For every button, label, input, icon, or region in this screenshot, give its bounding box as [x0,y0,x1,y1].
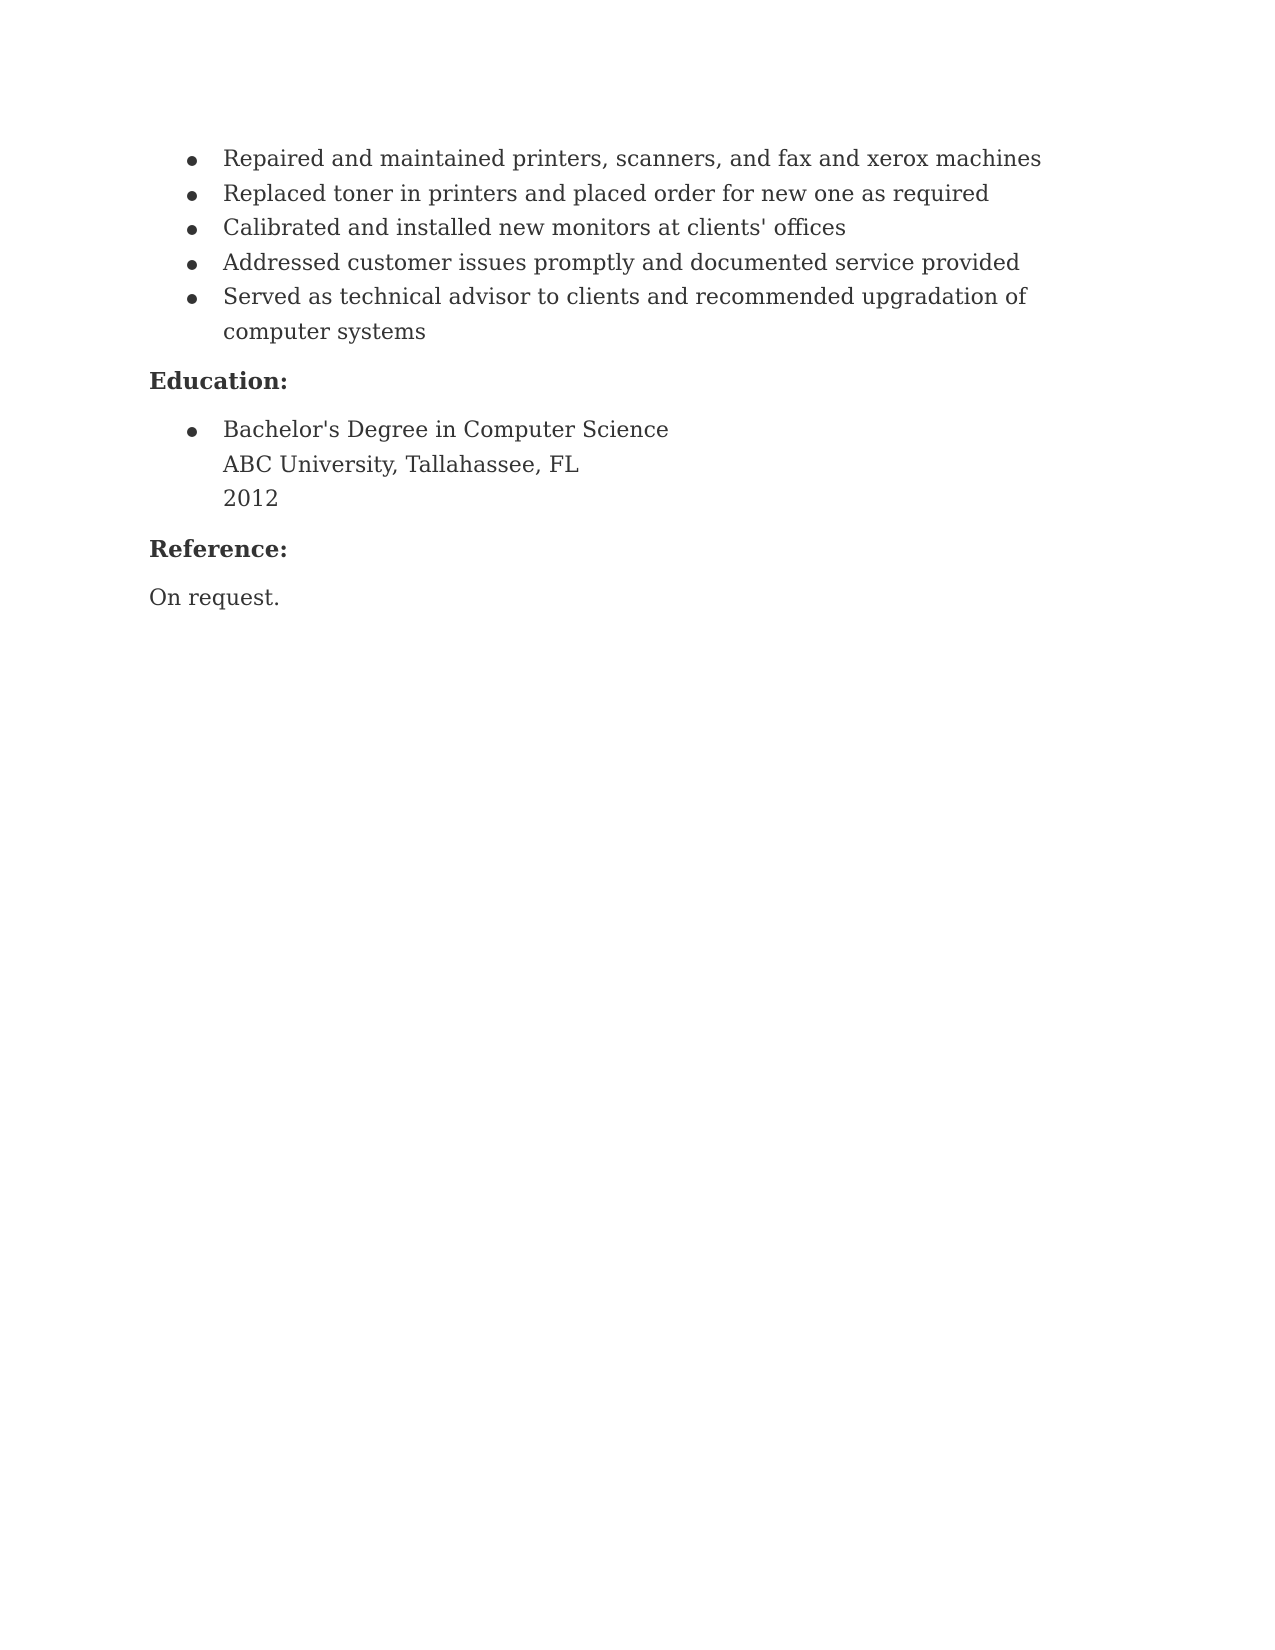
bullet-icon [187,294,197,304]
list-item [149,178,1129,213]
bullet-icon [187,225,197,235]
list-item [149,281,1129,350]
list-item [149,247,1129,282]
bullet-icon [187,260,197,270]
list-item [149,143,1129,178]
resume-page [149,143,1129,616]
experience-bullet-text: Replaced toner in printers and placed order for new one as required [223,181,990,207]
education-heading: Education: [149,368,289,395]
experience-bullet-list [149,143,1129,350]
reference-heading: Reference: [149,535,288,563]
education-school: ABC University, Tallahassee, FL [223,452,579,478]
list-item [149,212,1129,247]
experience-bullet-text: Repaired and maintained printers, scanners, and fax and xerox machines [223,147,1042,172]
experience-bullet-text: Served as technical advisor to clients and recommended upgradation of computer systems [223,285,1027,345]
education-year: 2012 [223,487,279,512]
experience-bullet-text: Addressed customer issues promptly and documented service provided [223,250,1020,276]
education-degree: Bachelor's Degree in Computer Science [223,418,669,443]
bullet-icon [187,427,197,437]
experience-bullet-text: Calibrated and installed new monitors at clients' offices [223,216,847,241]
list-item [149,414,1129,518]
bullet-icon [187,156,197,166]
bullet-icon [187,191,197,201]
education-list [149,414,1129,518]
reference-text: On request. [149,585,281,611]
